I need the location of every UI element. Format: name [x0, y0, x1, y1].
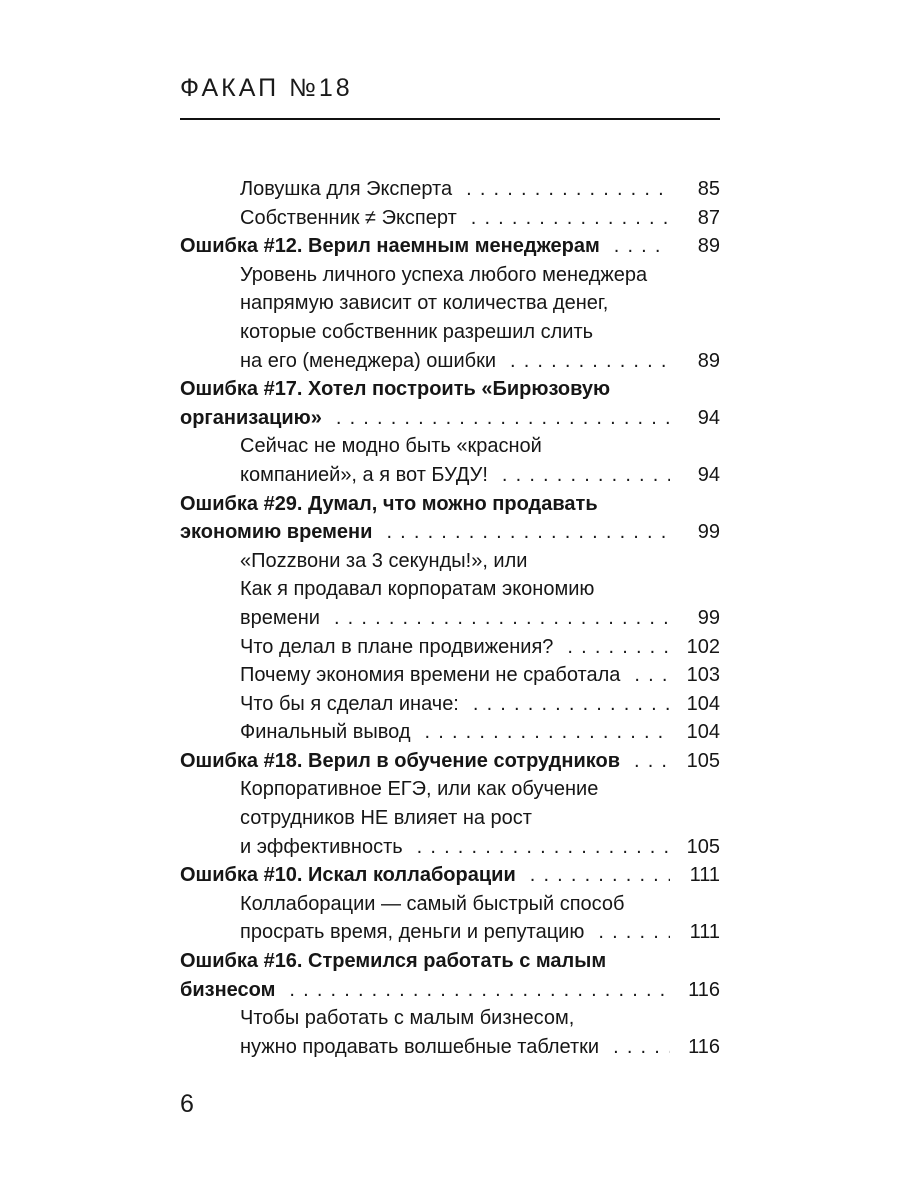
toc-dot-leader — [496, 347, 670, 376]
toc-chapter-line — [180, 747, 720, 776]
toc-page-number: 104 — [686, 721, 720, 744]
toc-page-number: 105 — [686, 749, 720, 772]
toc-page-number: 99 — [697, 606, 720, 629]
toc-entry-text: Уровень личного успеха любого менеджера — [240, 263, 648, 286]
toc-section-line — [180, 604, 720, 633]
toc-page-number: 111 — [689, 864, 720, 887]
toc-dot-leader — [322, 404, 670, 433]
toc-entry-text: Что делал в плане продвижения? — [240, 635, 554, 658]
toc-dot-leader — [620, 747, 670, 776]
toc-page-number: 87 — [697, 206, 720, 229]
table-of-contents — [180, 175, 720, 1061]
toc-entry-text: на его (менеджера) ошибки — [240, 349, 496, 372]
toc-dot-leader — [372, 518, 670, 547]
toc-entry-text: Как я продавал корпоратам экономию — [240, 578, 595, 601]
toc-page-number: 103 — [686, 664, 720, 687]
toc-chapter-line — [180, 947, 720, 976]
toc-entry-text: Ошибка #10. Искал коллаборации — [180, 864, 516, 887]
page-number: 6 — [180, 1090, 194, 1118]
toc-entry-text: бизнесом — [180, 978, 276, 1001]
toc-dot-leader — [488, 461, 670, 490]
toc-entry-text: напрямую зависит от количества денег, — [240, 292, 609, 315]
toc-dot-leader — [620, 661, 670, 690]
toc-dot-leader — [403, 833, 670, 862]
toc-entry-text: Ошибка #17. Хотел построить «Бирюзовую — [180, 378, 611, 401]
toc-dot-leader — [553, 633, 670, 662]
toc-entry-text: Что бы я сделал иначе: — [240, 692, 459, 715]
toc-chapter-line — [180, 976, 720, 1005]
toc-page-number: 94 — [697, 463, 720, 486]
toc-entry-text: нужно продавать волшебные таблетки — [240, 1035, 600, 1058]
toc-section-line — [180, 318, 720, 347]
toc-entry-text: «Поzzвони за 3 секунды!», или — [240, 549, 528, 572]
toc-page-number: 116 — [688, 978, 720, 1001]
toc-chapter-line — [180, 518, 720, 547]
toc-dot-leader — [599, 1033, 670, 1062]
toc-entry-text: Ошибка #12. Верил наемным менеджерам — [180, 235, 600, 258]
toc-chapter-line — [180, 404, 720, 433]
toc-section-line — [180, 547, 720, 576]
toc-section-line — [180, 661, 720, 690]
toc-entry-text: просрать время, деньги и репутацию — [240, 921, 585, 944]
toc-section-line — [180, 690, 720, 719]
toc-section-line — [180, 1033, 720, 1062]
toc-section-line — [180, 432, 720, 461]
toc-section-line — [180, 833, 720, 862]
toc-dot-leader — [584, 918, 670, 947]
toc-section-line — [180, 575, 720, 604]
toc-section-line — [180, 289, 720, 318]
toc-entry-text: Ошибка #18. Верил в обучение сотрудников — [180, 749, 620, 772]
toc-entry-text: Финальный вывод — [240, 721, 411, 744]
toc-page-number: 99 — [697, 521, 720, 544]
toc-entry-text: которые собственник разрешил слить — [240, 320, 594, 343]
toc-page-number: 104 — [686, 692, 720, 715]
toc-dot-leader — [411, 718, 670, 747]
running-header-title: ФАКАП №18 — [180, 74, 353, 102]
toc-chapter-line — [180, 375, 720, 404]
toc-section-line — [180, 461, 720, 490]
toc-entry-text: Коллаборации — самый быстрый способ — [240, 892, 625, 915]
toc-entry-text: Сейчас не модно быть «красной — [240, 435, 542, 458]
toc-chapter-line — [180, 490, 720, 519]
toc-entry-text: организацию» — [180, 406, 322, 429]
toc-page-number: 89 — [697, 235, 720, 258]
toc-page-number: 85 — [697, 178, 720, 200]
toc-section-line — [180, 261, 720, 290]
toc-entry-text: Чтобы работать с малым бизнесом, — [240, 1007, 575, 1030]
toc-dot-leader — [516, 861, 670, 890]
toc-page-number: 116 — [688, 1035, 720, 1058]
toc-dot-leader — [459, 690, 670, 719]
toc-section-line — [180, 918, 720, 947]
toc-entry-text: Ошибка #29. Думал, что можно продавать — [180, 492, 598, 515]
toc-dot-leader — [457, 204, 670, 233]
toc-entry-text: Ловушка для Эксперта — [240, 178, 453, 200]
toc-entry-text: Почему экономия времени не сработала — [240, 664, 621, 687]
toc-dot-leader — [600, 232, 670, 261]
toc-section-line — [180, 1004, 720, 1033]
toc-section-line — [180, 775, 720, 804]
toc-section-line — [180, 175, 720, 204]
toc-page-number: 111 — [689, 921, 720, 944]
toc-dot-leader — [275, 976, 670, 1005]
toc-page-number: 105 — [686, 835, 720, 858]
toc-entry-text: компанией», а я вот БУДУ! — [240, 463, 488, 486]
toc-entry-text: сотрудников НЕ влияет на рост — [240, 807, 532, 830]
toc-section-line — [180, 347, 720, 376]
toc-entry-text: Корпоративное ЕГЭ, или как обучение — [240, 778, 599, 801]
toc-entry-text: Собственник ≠ Эксперт — [240, 206, 457, 229]
toc-dot-leader — [320, 604, 670, 633]
toc-page-number: 94 — [697, 406, 720, 429]
toc-page-number: 102 — [686, 635, 720, 658]
toc-section-line — [180, 890, 720, 919]
toc-dot-leader — [452, 175, 670, 204]
toc-section-line — [180, 204, 720, 233]
toc-section-line — [180, 633, 720, 662]
toc-entry-text: Ошибка #16. Стремился работать с малым — [180, 950, 607, 973]
toc-section-line — [180, 718, 720, 747]
toc-page-number: 89 — [697, 349, 720, 372]
toc-chapter-line — [180, 861, 720, 890]
toc-section-line — [180, 804, 720, 833]
toc-entry-text: времени — [240, 606, 320, 629]
toc-entry-text: экономию времени — [180, 521, 373, 544]
toc-entry-text: и эффективность — [240, 835, 403, 858]
toc-chapter-line — [180, 232, 720, 261]
header-rule — [180, 118, 720, 120]
